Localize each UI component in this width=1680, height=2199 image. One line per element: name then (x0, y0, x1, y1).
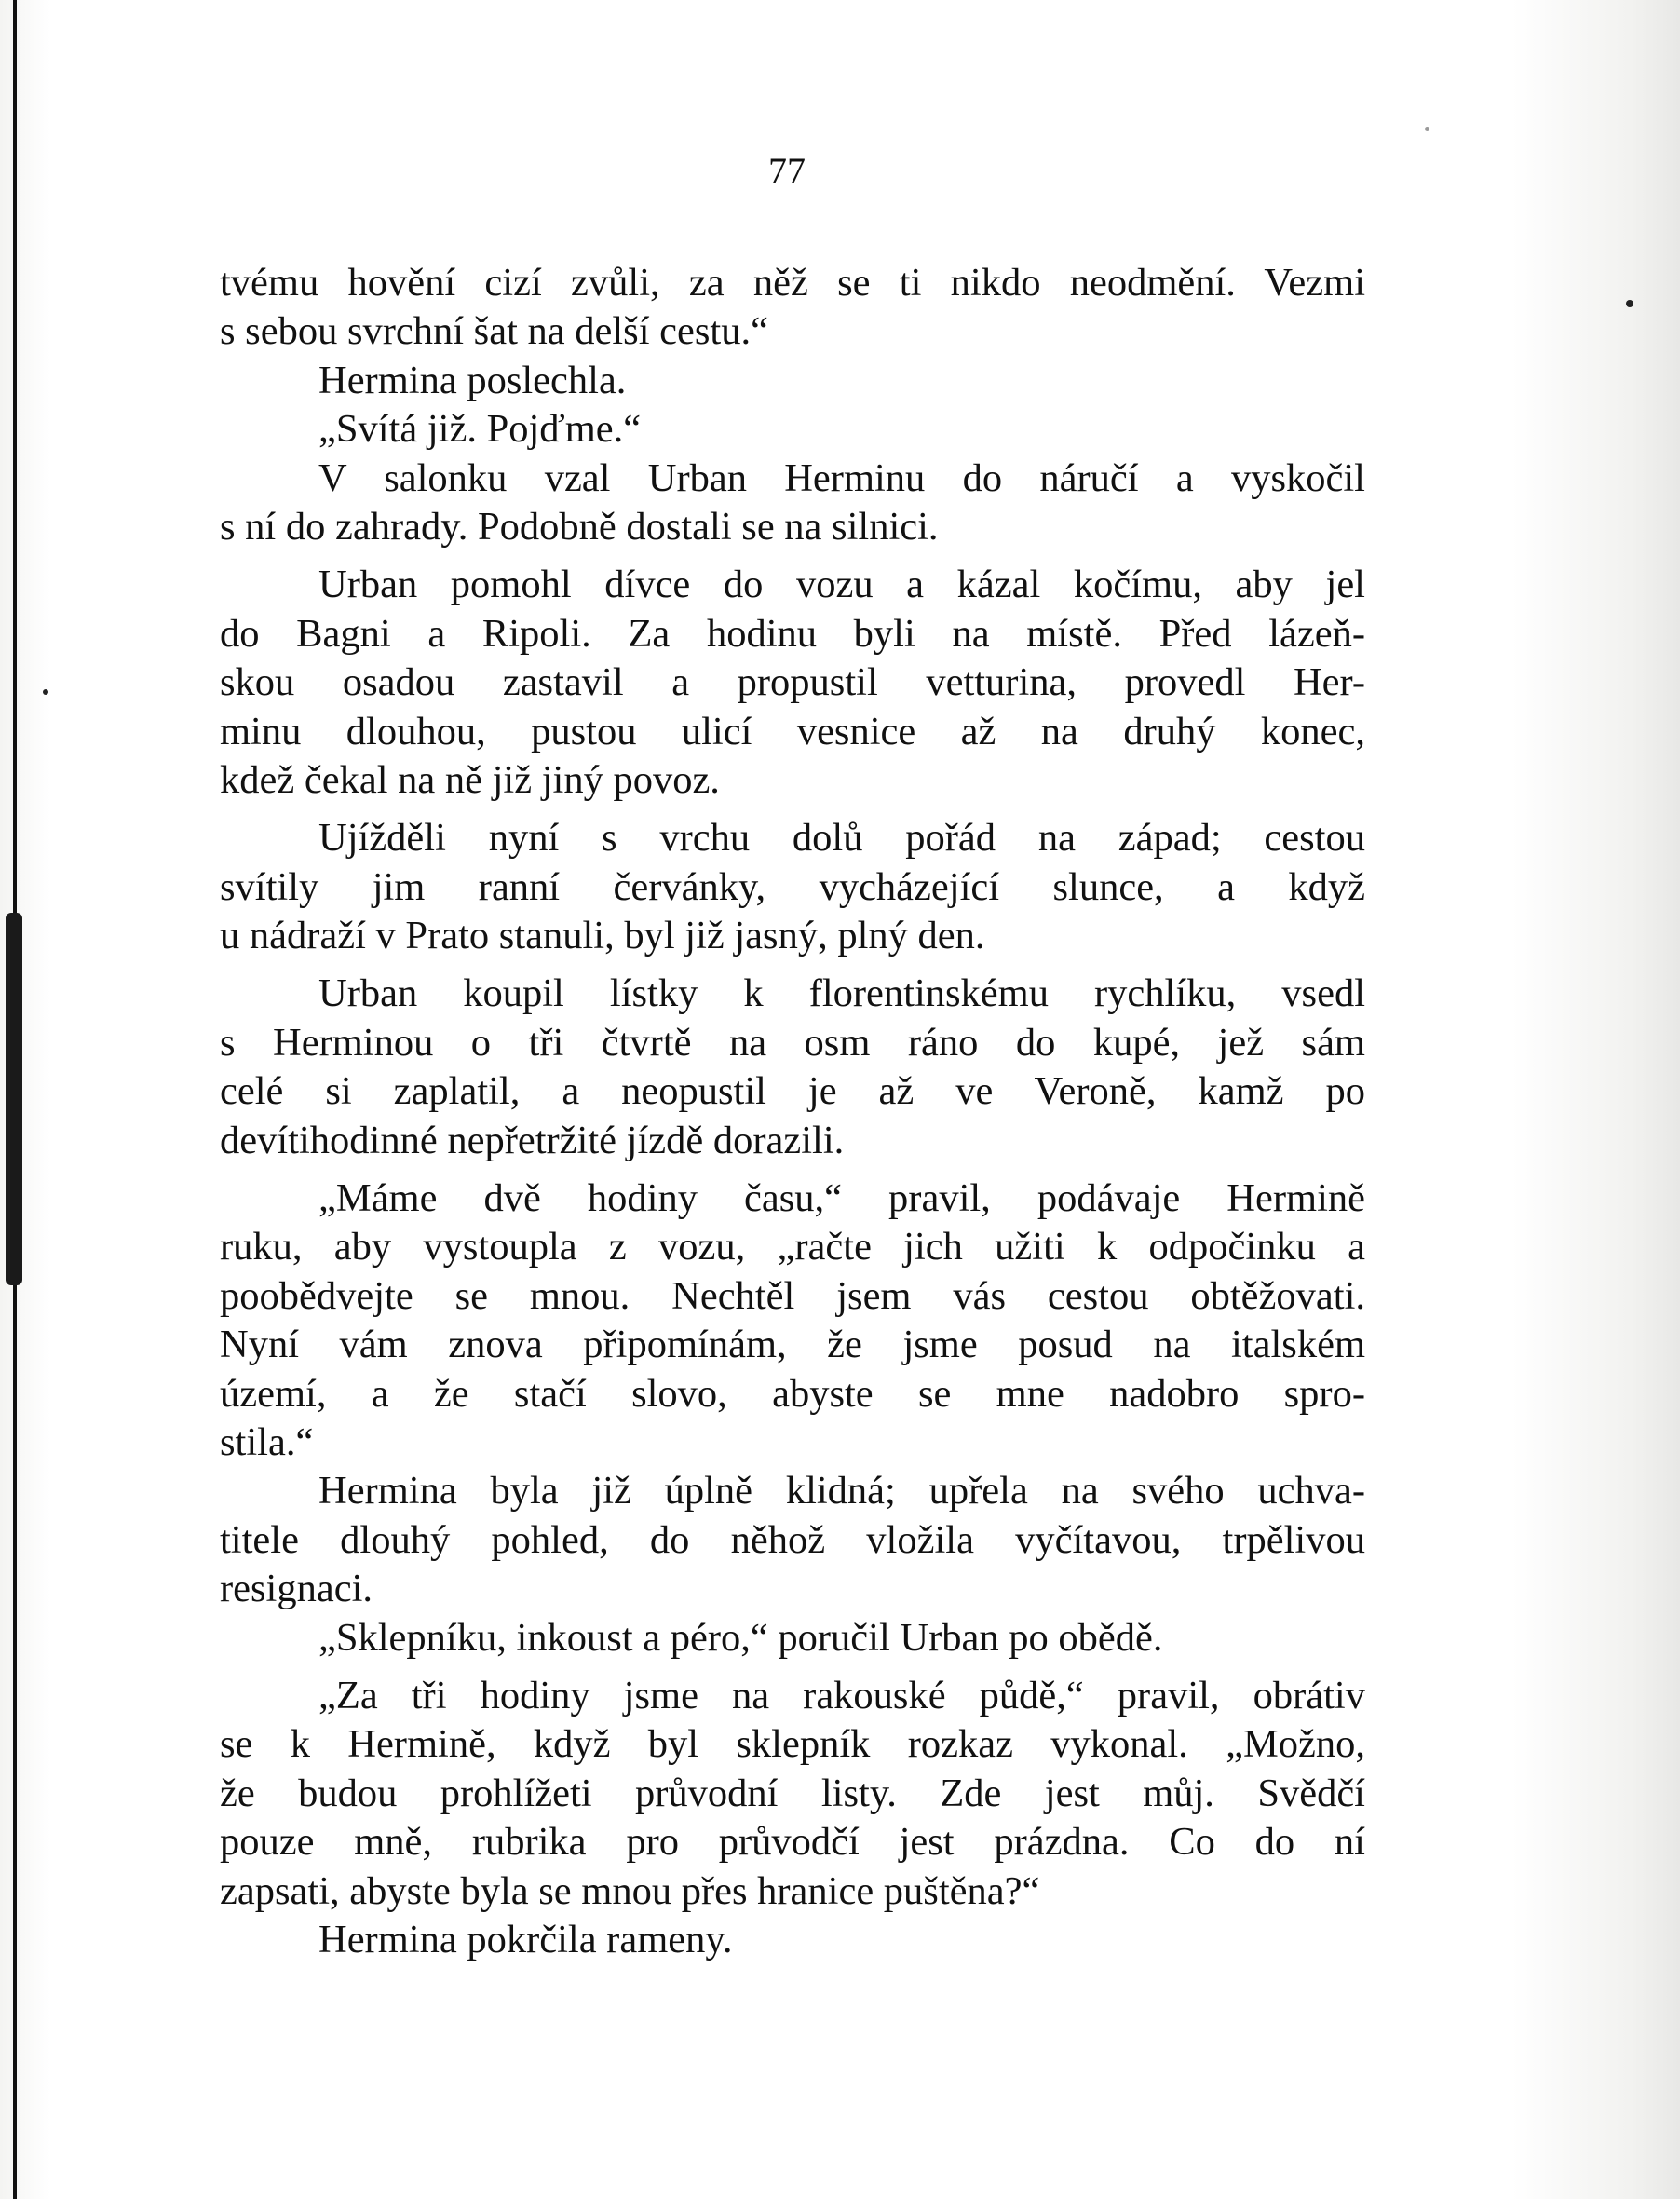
text-line: „Máme dvě hodiny času,“ pravil, podávaje Hermině (318, 1176, 1365, 1221)
text-line: V salonku vzal Urban Herminu do náručí a vyskočil (318, 455, 1365, 500)
text-line: Hermina byla již úplně klidná; upřela na svého uchva- (318, 1469, 1365, 1514)
text-line: celé si zaplatil, a neopustil je až ve Veroně, kamž po (220, 1069, 1365, 1114)
print-speck (43, 689, 48, 695)
text-line: „Sklepníku, inkoust a péro,“ poručil Urban po obědě. (318, 1615, 1163, 1660)
text-line: s sebou svrchní šat na delší cestu.“ (220, 309, 768, 354)
text-line: Urban pomohl dívce do vozu a kázal kočímu, aby jel (318, 563, 1365, 607)
text-line: ruku, aby vystoupla z vozu, „račte jich užiti k odpočinku a (220, 1225, 1365, 1269)
text-line: „Za tři hodiny jsme na rakouské půdě,“ pravil, obrátiv (318, 1673, 1365, 1717)
text-line: minu dlouhou, pustou ulicí vesnice až na druhý konec, (220, 709, 1365, 753)
text-line: s ní do zahrady. Podobně dostali se na silnici. (220, 504, 939, 549)
body-text (220, 259, 1365, 1964)
page-number: 77 (768, 150, 806, 192)
print-speck (1425, 127, 1429, 131)
text-line: pouze mně, rubrika pro průvodčí jest prázdna. Co do ní (220, 1820, 1365, 1865)
text-line: Hermina poslechla. (318, 358, 627, 402)
text-line: titele dlouhý pohled, do něhož vložila vyčítavou, trpělivou (220, 1517, 1365, 1562)
text-line: že budou prohlížeti průvodní listy. Zde jest můj. Svědčí (220, 1771, 1365, 1815)
text-line: do Bagni a Ripoli. Za hodinu byli na místě. Před lázeň- (220, 611, 1365, 656)
text-line: Hermina pokrčila rameny. (318, 1917, 733, 1961)
text-line: „Svítá již. Pojďme.“ (318, 407, 642, 452)
text-line: resignaci. (220, 1567, 373, 1611)
page-binding-shadow (6, 913, 22, 1285)
text-line: devítihodinné nepřetržité jízdě dorazili. (220, 1118, 845, 1162)
text-line: poobědvejte se mnou. Nechtěl jsem vás cestou obtěžovati. (220, 1273, 1365, 1318)
text-line: svítily jim ranní červánky, vycházející slunce, a když (220, 864, 1365, 909)
text-line: se k Hermině, když byl sklepník rozkaz vykonal. „Možno, (220, 1722, 1365, 1767)
text-line: Urban koupil lístky k florentinskému rychlíku, vsedl (318, 971, 1365, 1016)
text-line: u nádraží v Prato stanuli, byl již jasný, plný den. (220, 914, 985, 958)
text-line: s Herminou o tři čtvrtě na osm ráno do kupé, jež sám (220, 1020, 1365, 1065)
text-line: stila.“ (220, 1419, 314, 1464)
text-line: zapsati, abyste byla se mnou přes hranice puštěna?“ (220, 1868, 1040, 1913)
text-line: Nyní vám znova připomínám, že jsme posud na italském (220, 1323, 1365, 1367)
text-line: území, a že stačí slovo, abyste se mne nadobro spro- (220, 1371, 1365, 1416)
text-line: Ujížděli nyní s vrchu dolů pořád na západ; cestou (318, 816, 1365, 861)
text-line: kdež čekal na ně již jiný povoz. (220, 757, 720, 802)
print-speck (1626, 300, 1633, 307)
text-line: tvému hovění cizí zvůli, za něž se ti nikdo neodmění. Vezmi (220, 261, 1365, 305)
text-line: skou osadou zastavil a propustil vetturina, provedl Her- (220, 660, 1365, 705)
